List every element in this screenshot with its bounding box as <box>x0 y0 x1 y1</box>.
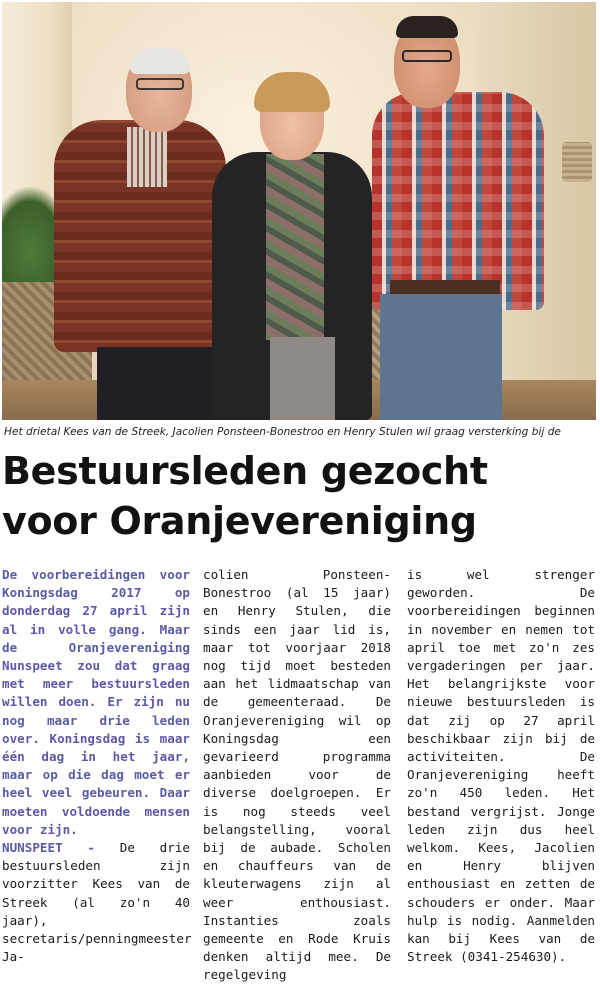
headline-line-1: Bestuursleden gezocht <box>2 449 488 493</box>
col3-body: is wel strenger geworden. De voorbereidingen beginnen in november en nemen tot april toe met zo'n zes vergaderingen per jaar. Het belangrijkste voor nieuwe bestuursleden is dat zij op 27 april beschikbaar zijn bij de activiteiten. De Oranjevereniging heeft zo'n 450 leden. Het bestand vergrijst. Jonge leden zijn dus heel welkom. Kees, Jacolien en Henry blijven enthousiast en zetten de schouders er onder. Maar hulp is nodig. Aanmelden kan bij Kees van de Streek (0341-254630). <box>407 567 595 965</box>
article-lead: De voorbereidingen voor Koningsdag 2017 op donderdag 27 april zijn al in volle gang. Maar de Oranjevereniging Nunspeet zou dat graag met meer bestuursleden willen doen. Er zijn nu nog maar drie leden over. Koningsdag is maar één dag in het jaar, maar op die dag moet er heel veel gebeuren. Daar moeten voldoende mensen voor zijn. <box>2 567 190 837</box>
person-middle-hair <box>254 72 330 112</box>
article-column-3 <box>407 566 595 966</box>
col2-body: colien Ponsteen-Bonestroo (al 15 jaar) en Henry Stulen, die sinds een jaar lid is, maar tot voorjaar 2018 nog tijd moet besteden aan het lidmaatschap van de gemeenteraad. De Oranjevereniging wil op Koningsdag een gevarieerd programma aanbieden voor de diverse doelgroepen. Er is nog steeds veel belangstelling, vooral bij de aubade. Scholen en chauffeurs van de kleuterwagens zijn al weer enthousiast. Instanties zoals gemeente en Rode Kruis denken altijd mee. De regelgeving <box>203 567 391 983</box>
headline-line-2: voor Oranjevereniging <box>2 499 477 543</box>
article-paragraph-1 <box>2 839 190 966</box>
person-left-collar <box>127 127 167 187</box>
person-left-hair <box>130 48 190 74</box>
photo-caption: Het drietal Kees van de Streek, Jacolien Ponsteen-Bonestroo en Henry Stulen wil graag versterking bij de <box>4 426 561 438</box>
article-column-2 <box>203 566 391 985</box>
person-left-trousers <box>97 347 217 420</box>
person-left-glasses <box>136 78 184 90</box>
article-photo <box>2 2 596 420</box>
person-right-hair <box>396 16 458 38</box>
person-right-jeans <box>380 294 502 420</box>
lamp <box>562 142 592 182</box>
person-right-glasses <box>402 50 452 62</box>
person-middle-blouse <box>266 154 324 340</box>
person-middle-trousers <box>270 337 335 420</box>
headline <box>2 446 598 546</box>
col1-body: De drie bestuursleden zijn voorzitter Kees van de Streek (al zo'n 40 jaar), secretaris/penningmeester Ja- <box>2 840 192 965</box>
dateline: NUNSPEET - <box>2 840 95 856</box>
person-right-shirt-checks <box>372 92 544 310</box>
article-column-1 <box>2 566 190 966</box>
